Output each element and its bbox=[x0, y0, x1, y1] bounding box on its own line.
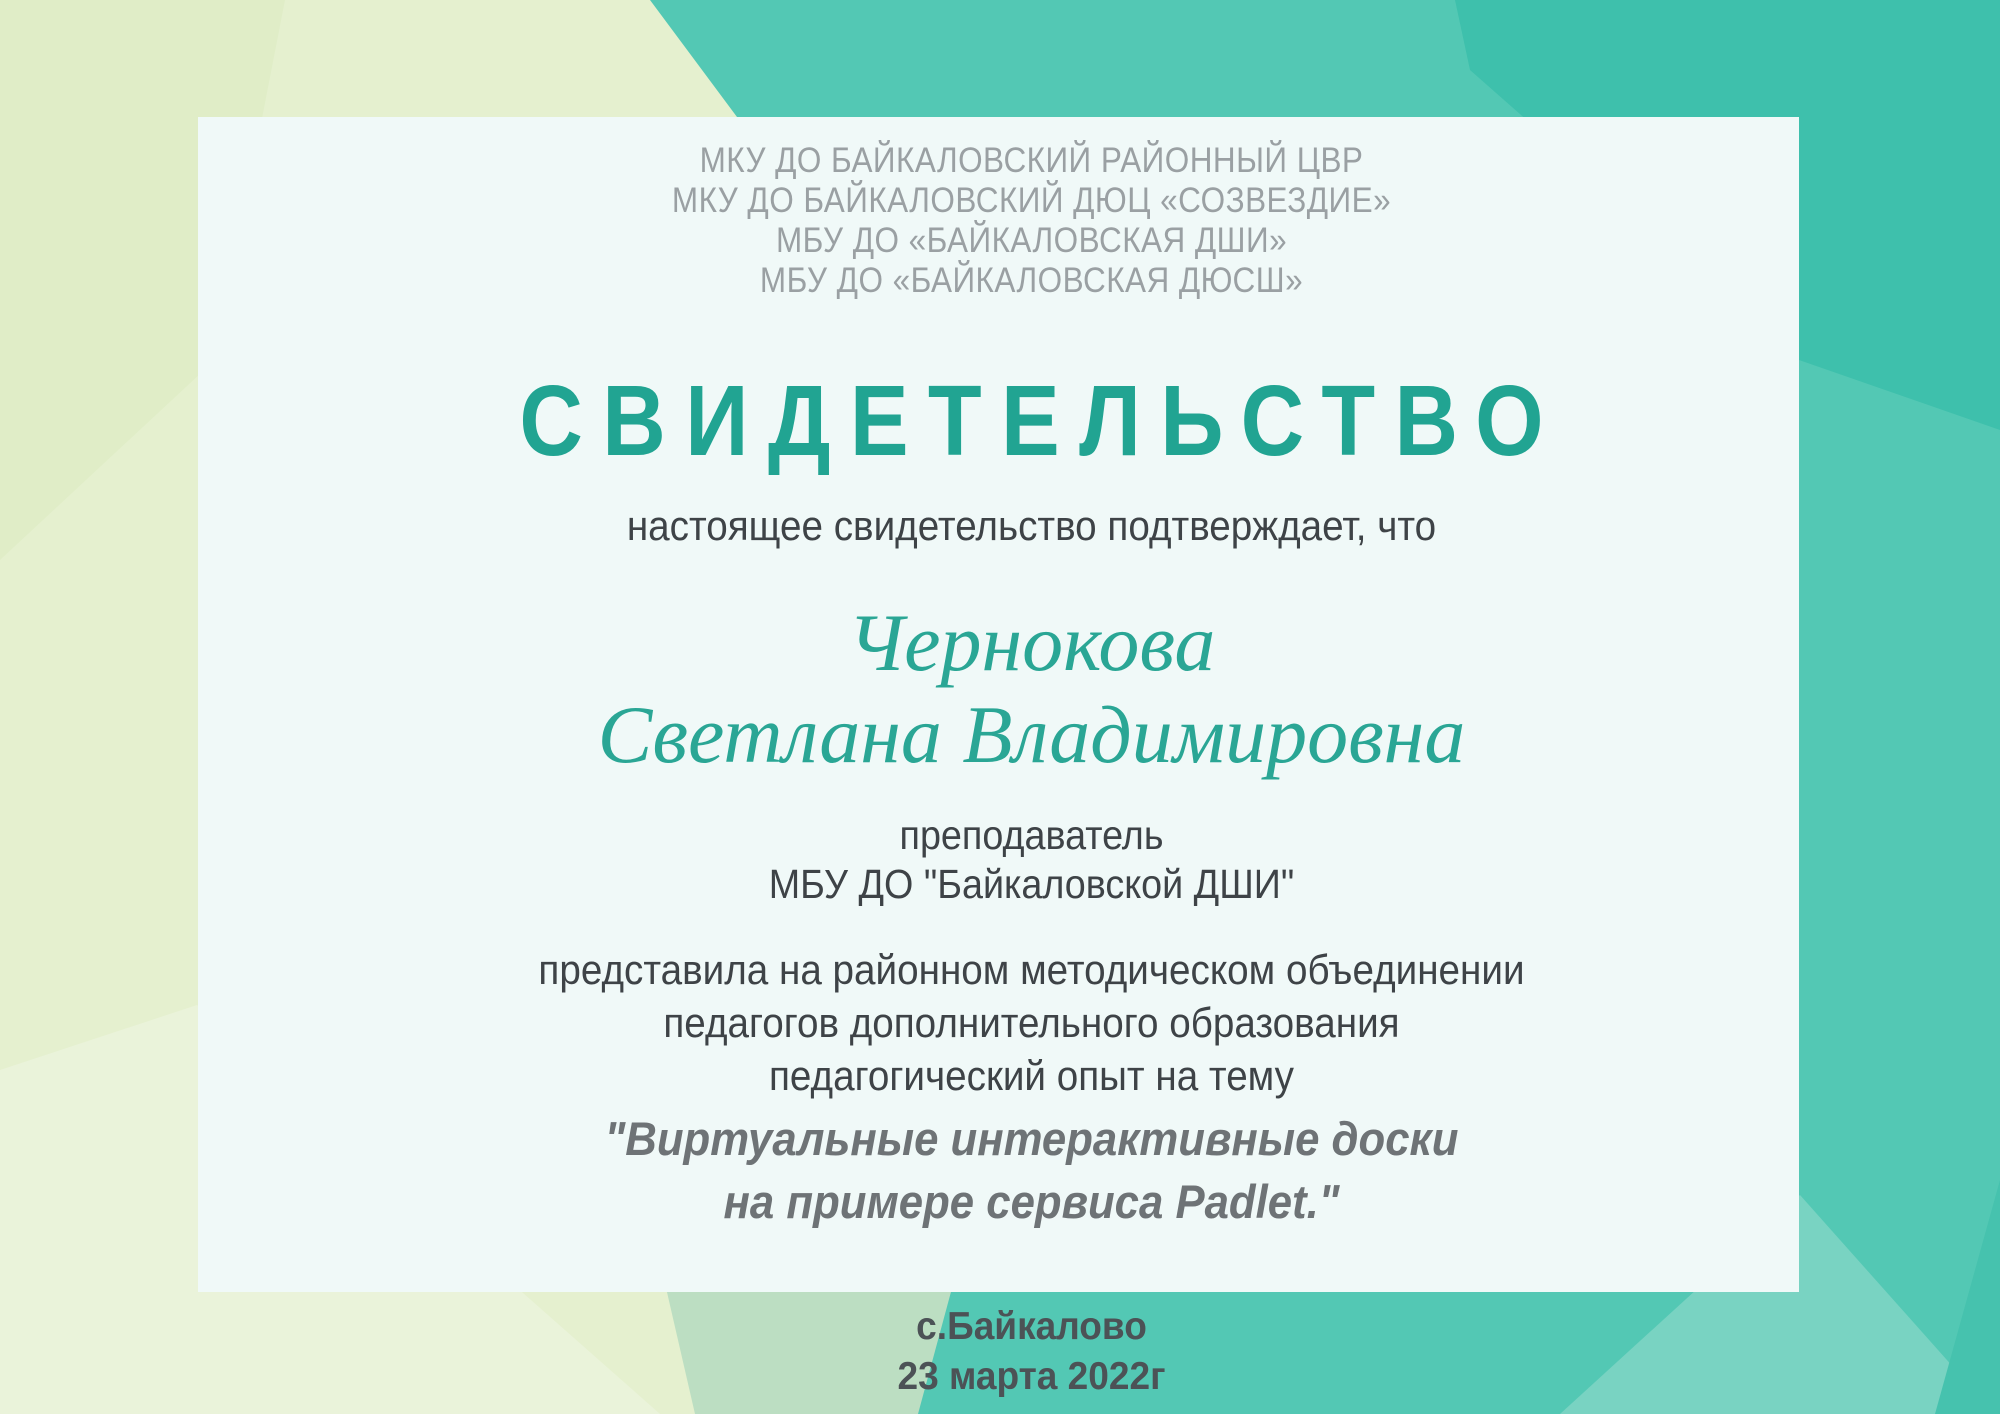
org-line: МКУ ДО БАЙКАЛОВСКИЙ ДЮЦ «СОЗВЕЗДИЕ» bbox=[671, 181, 1392, 220]
achievement-description bbox=[325, 943, 1737, 1102]
presentation-theme bbox=[318, 1107, 1746, 1233]
description-line: педагогический опыт на тему bbox=[768, 1052, 1295, 1099]
org-line: МБУ ДО «БАЙКАЛОВСКАЯ ДШИ» bbox=[775, 221, 1288, 260]
recipient-organization: МБУ ДО "Байкаловской ДШИ" bbox=[768, 861, 1295, 907]
certificate-title: СВИДЕТЕЛЬСТВО bbox=[519, 365, 1563, 477]
recipient-role-block bbox=[325, 811, 1737, 909]
org-line: МКУ ДО БАЙКАЛОВСКИЙ РАЙОННЫЙ ЦВР bbox=[699, 141, 1364, 180]
footer-place: с.Байкалово bbox=[916, 1305, 1147, 1348]
recipient-name bbox=[264, 597, 1799, 781]
org-line: МБУ ДО «БАЙКАЛОВСКАЯ ДЮСШ» bbox=[759, 261, 1304, 300]
footer-date: 23 марта 2022г bbox=[897, 1355, 1166, 1398]
footer bbox=[302, 1302, 1760, 1402]
description-line: педагогов дополнительного образования bbox=[663, 999, 1400, 1046]
recipient-surname: Чернокова bbox=[847, 597, 1216, 688]
theme-line: на примере сервиса Padlet." bbox=[723, 1175, 1340, 1228]
description-line: представила на районном методическом объединении bbox=[538, 946, 1525, 993]
statement-text: настоящее свидетельство подтверждает, что bbox=[626, 502, 1437, 549]
recipient-given-names: Светлана Владимировна bbox=[597, 689, 1466, 780]
recipient-role: преподаватель bbox=[899, 812, 1164, 858]
theme-line: "Виртуальные интерактивные доски bbox=[604, 1112, 1459, 1165]
organizations-header bbox=[341, 141, 1723, 301]
certificate-card bbox=[198, 117, 1799, 1292]
